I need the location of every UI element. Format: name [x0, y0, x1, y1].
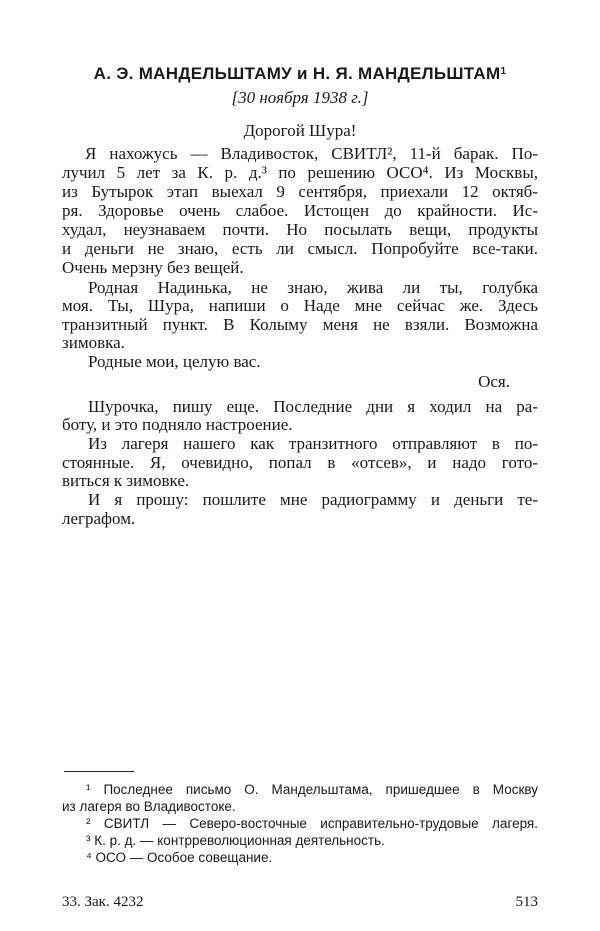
text-line: худал, неузнаваем почти. Но посылать вещи, продукты [62, 220, 538, 239]
printer-signature-mark: 33. Зак. 4232 [62, 894, 144, 910]
text-line: Очень мерзну без вещей. [62, 258, 244, 277]
footnote-divider [64, 771, 134, 772]
text-line: транзитный пункт. В Колыму меня не взяли. Возможна [62, 315, 538, 334]
footnote: из лагеря во Владивостоке. [62, 799, 236, 814]
text-line: лучил 5 лет за К. р. д.³ по решению ОСО⁴. Из Москвы, [62, 163, 538, 182]
text-line: Шурочка, пишу еще. Последние дни я ходил на ра- [88, 397, 538, 416]
signature: Ося. [478, 372, 510, 391]
text-line: и деньги не знаю, есть ли смысл. Попробуйте все-таки. [62, 239, 538, 258]
text-line: И я прошу: пошлите мне радиограмму и деньги те- [88, 490, 538, 509]
text-line: виться к зимовке. [62, 471, 190, 490]
text-line: моя. Ты, Шура, напиши о Наде мне сейчас же. Здесь [62, 296, 538, 315]
text-line: Родная Надинька, не знаю, жива ли ты, голубка [88, 278, 538, 297]
salutation: Дорогой Шура! [243, 121, 357, 140]
text-line: Я нахожусь — Владивосток, СВИТЛ², 11-й барак. По- [85, 144, 538, 163]
page-number: 513 [515, 894, 538, 910]
footnote: ² СВИТЛ — Северо-восточные исправительно-трудовые лагеря. [86, 816, 538, 831]
footnote-ref: 1 [500, 66, 507, 77]
text-line: леграфом. [62, 509, 136, 528]
text-line: Из лагеря нашего как транзитного отправляют в по- [88, 434, 538, 453]
title-text: А. Э. МАНДЕЛЬШТАМУ и Н. Я. МАНДЕЛЬШТАМ [93, 64, 501, 83]
footnote: ³ К. р. д. — контрреволюционная деятельность. [86, 833, 385, 848]
text-line: ря. Здоровье очень слабое. Истощен до крайности. Ис- [62, 201, 538, 220]
text-line: стоянные. Я, очевидно, попал в «отсев», и надо гото- [62, 453, 538, 472]
text-line: из Бутырок этап выехал 9 сентября, приехали 12 октяб- [62, 182, 538, 201]
text-line: зимовка. [62, 333, 125, 352]
footnote: ¹ Последнее письмо О. Мандельштама, пришедшее в Москву [86, 782, 538, 797]
text-line: боту, и это подняло настроение. [62, 415, 293, 434]
footnote: ⁴ ОСО — Особое совещание. [86, 850, 273, 865]
letter-title [62, 64, 538, 84]
letter-date: [30 ноября 1938 г.] [231, 88, 369, 107]
text-line: Родные мои, целую вас. [88, 352, 261, 371]
